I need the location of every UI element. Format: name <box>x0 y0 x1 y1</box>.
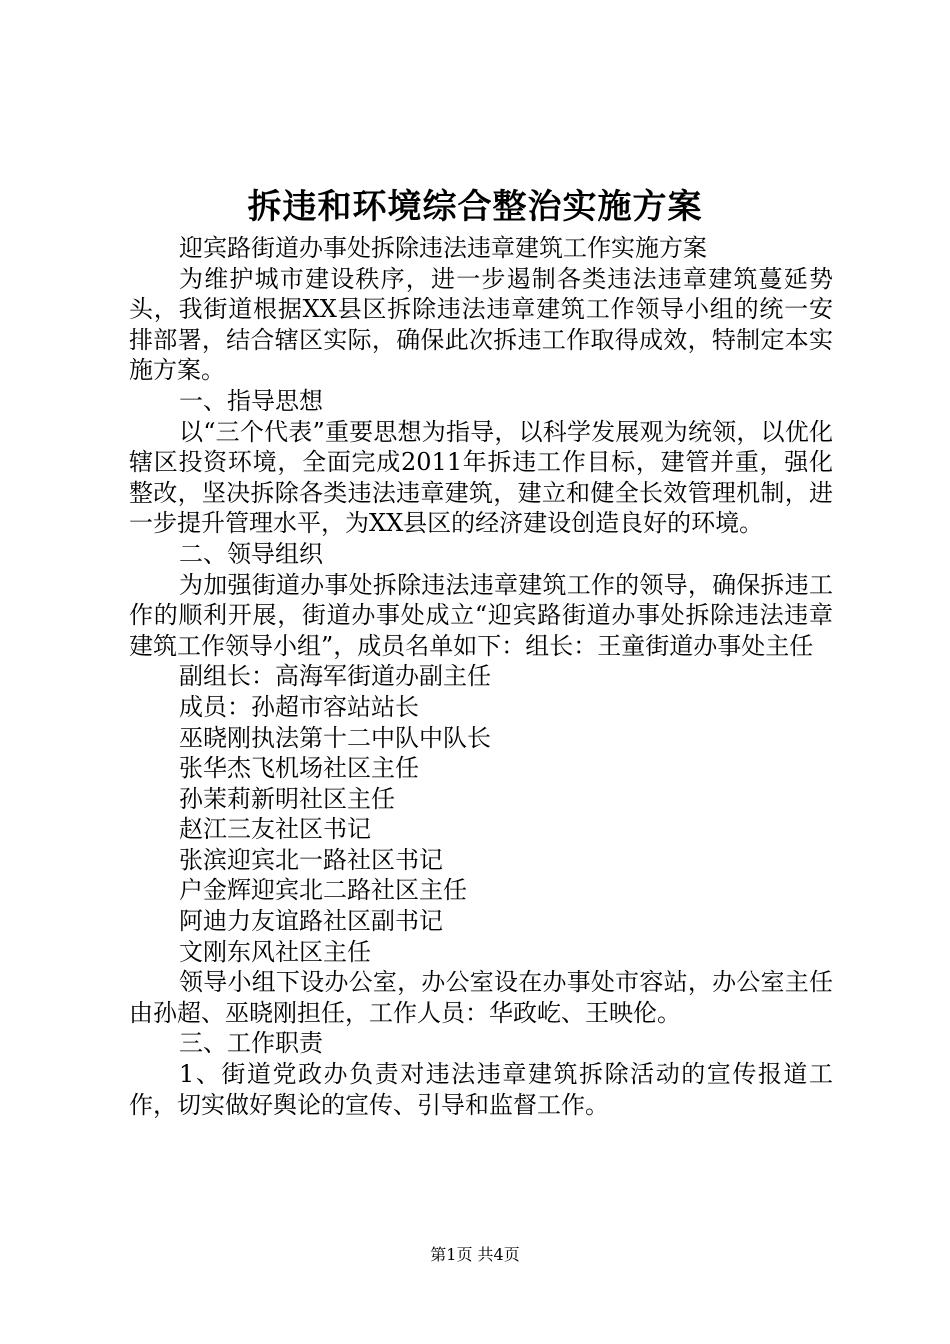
section-2-heading: 二、领导组织 <box>179 539 323 568</box>
member-line: 巫晓刚执法第十二中队中队长 <box>179 723 491 752</box>
member-line: 文刚东风社区主任 <box>179 937 371 966</box>
section-3-heading: 三、工作职责 <box>179 1029 323 1058</box>
member-line: 成员：孙超市容站站长 <box>179 692 419 721</box>
member-line: 张滨迎宾北一路社区书记 <box>179 845 443 874</box>
member-line: 副组长：高海军街道办副主任 <box>179 662 491 691</box>
intro-paragraph: 为维护城市建设秩序，进一步遏制各类违法违章建筑蔓延势头，我街道根据XX县区拆除违法违章建筑工作领导小组的统一安排部署，结合辖区实际，确保此次拆违工作取得成效，特制定本实施方案。 <box>129 264 833 385</box>
subtitle: 迎宾路街道办事处拆除违法违章建筑工作实施方案 <box>179 234 707 262</box>
document-title: 拆违和环境综合整治实施方案 <box>247 187 703 227</box>
section-1-heading: 一、指导思想 <box>179 386 323 415</box>
section-1-paragraph: 以“三个代表”重要思想为指导，以科学发展观为统领，以优化辖区投资环境，全面完成2011年拆违工作目标，建管并重，强化整改，坚决拆除各类违法违章建筑，建立和健全长效管理机制，进一步提升管理水平，为XX县区的经济建设创造良好的环境。 <box>129 417 833 538</box>
member-line: 阿迪力友谊路社区副书记 <box>179 907 443 936</box>
member-line: 孙茉莉新明社区主任 <box>179 784 395 813</box>
page-footer: 第1页 共4页 <box>430 1245 520 1264</box>
office-paragraph: 领导小组下设办公室，办公室设在办事处市容站，办公室主任由孙超、巫晓刚担任，工作人员：华政屹、王映伦。 <box>129 968 833 1027</box>
section-2-paragraph: 为加强街道办事处拆除违法违章建筑工作的领导，确保拆违工作的顺利开展，街道办事处成立“迎宾路街道办事处拆除违法违章建筑工作领导小组”，成员名单如下：组长：王童街道办事处主任 <box>129 570 833 660</box>
member-line: 张华杰飞机场社区主任 <box>179 754 419 783</box>
document-body <box>129 233 833 1120</box>
member-line: 赵江三友社区书记 <box>179 815 371 844</box>
section-3-item-1: 1、街道党政办负责对违法违章建筑拆除活动的宣传报道工作，切实做好舆论的宣传、引导和监督工作。 <box>129 1060 833 1119</box>
member-line: 户金辉迎宾北二路社区主任 <box>179 876 467 905</box>
